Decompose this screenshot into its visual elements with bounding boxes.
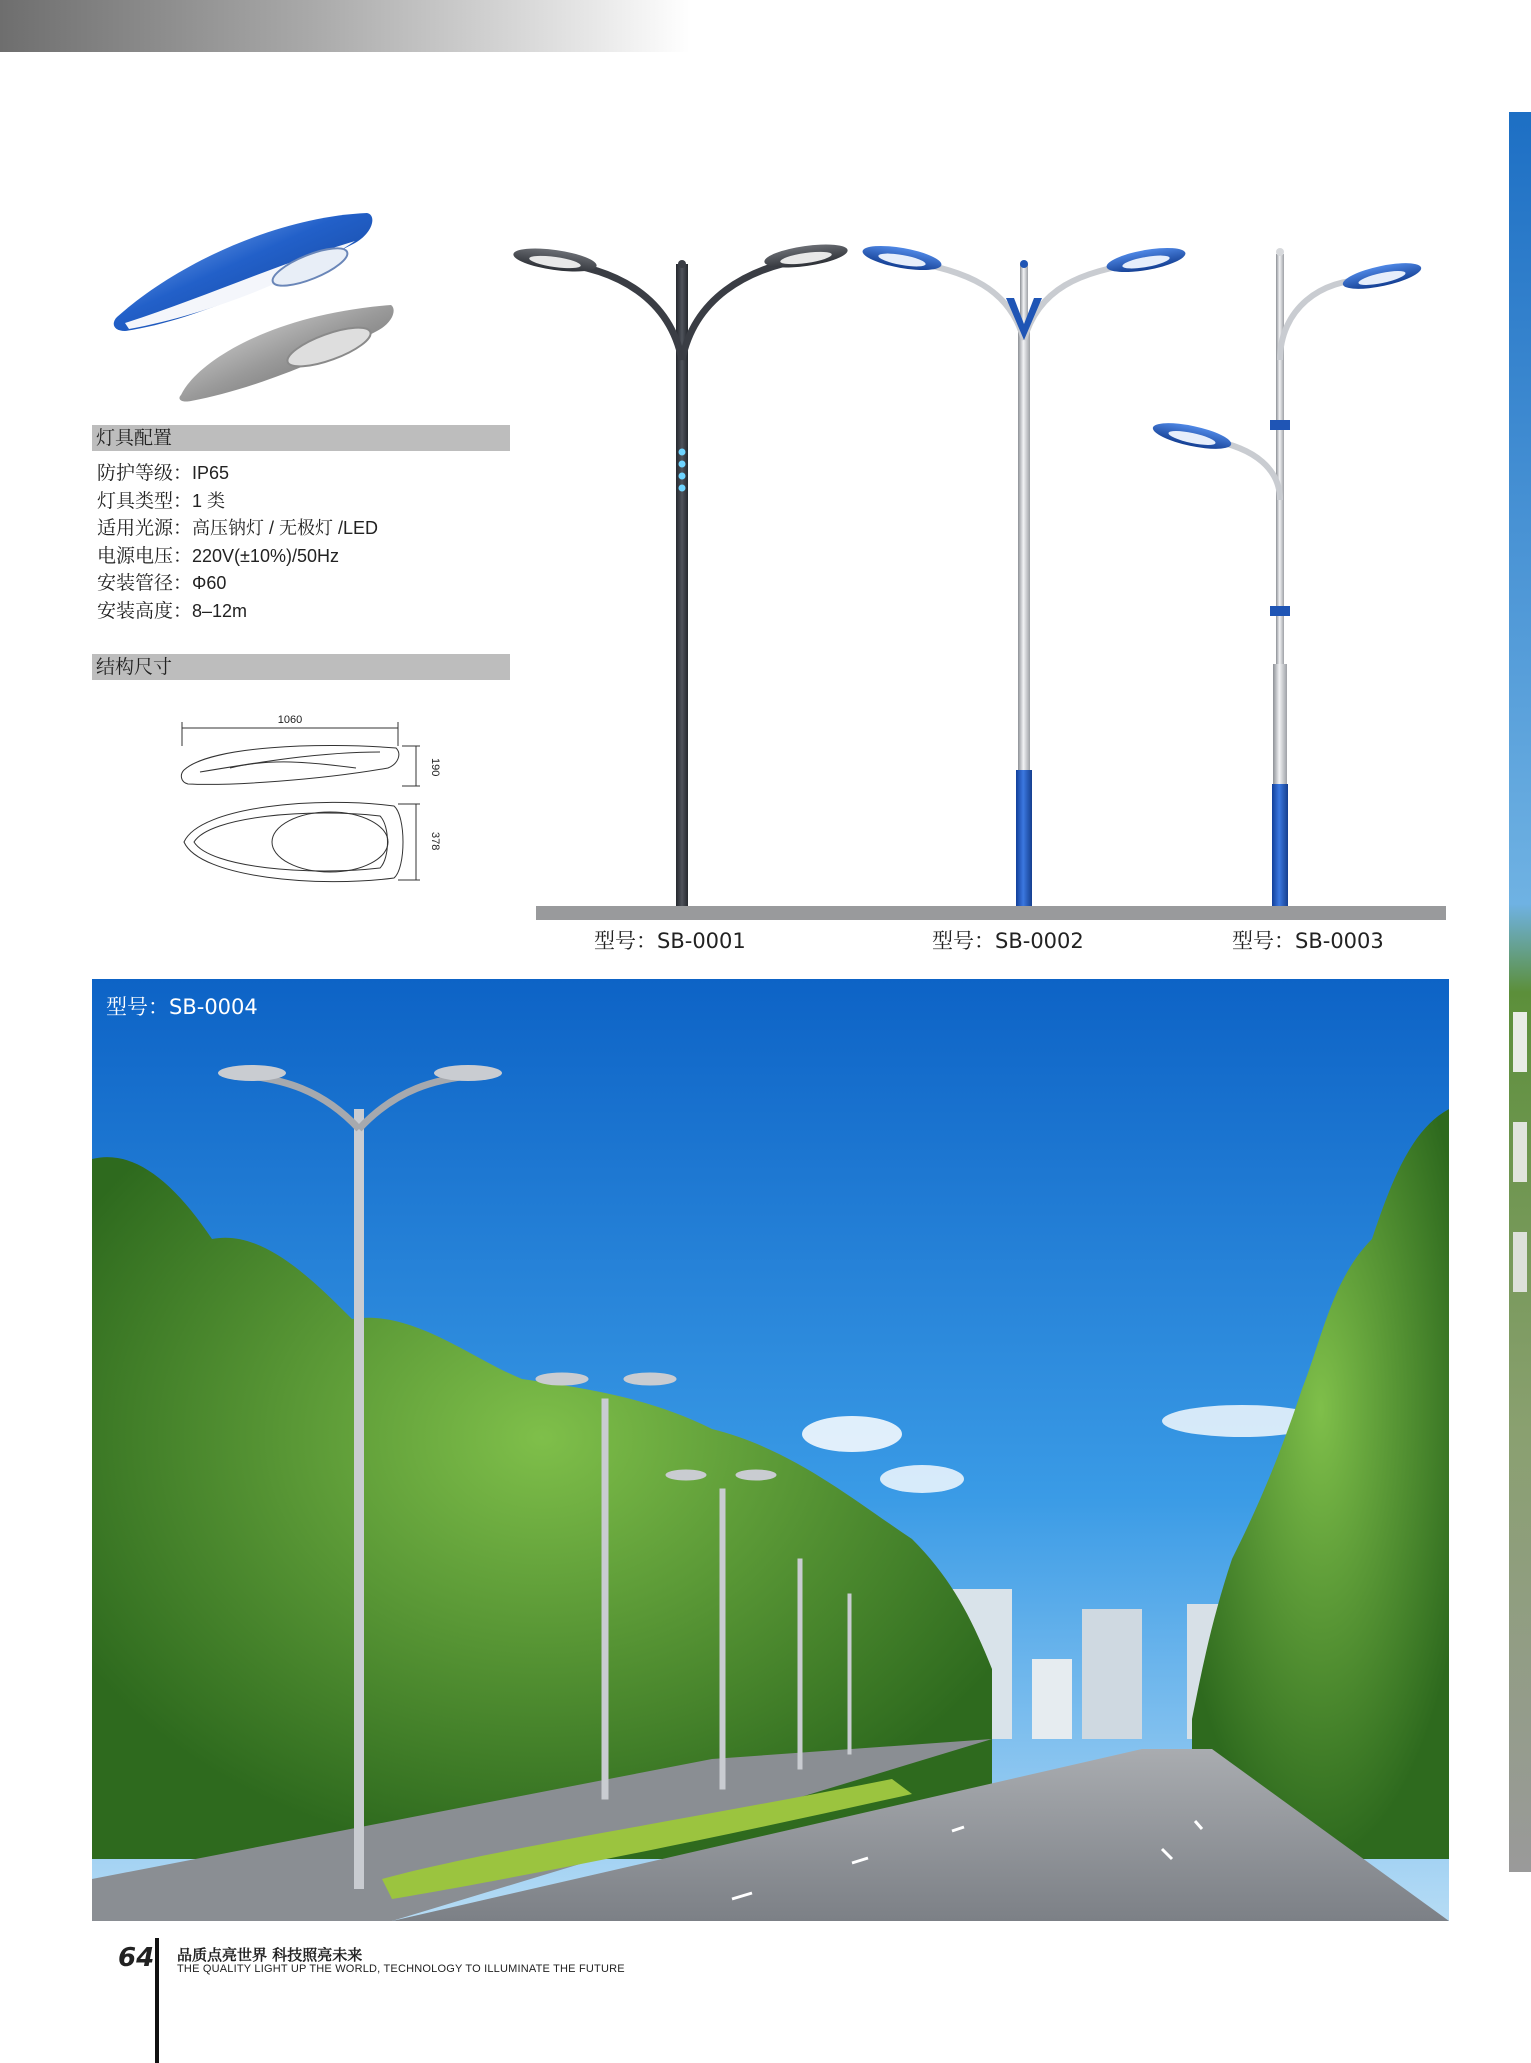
pole-sb-0002 bbox=[861, 241, 1187, 910]
model-label-sb-0002: 型号：SB-0002 bbox=[932, 929, 1084, 953]
dim-length-label: 1060 bbox=[277, 714, 303, 726]
spec-label: 适用光源： bbox=[97, 517, 193, 539]
spec-row-protection bbox=[97, 460, 517, 488]
street-photo-sb-0004 bbox=[92, 979, 1449, 1921]
dim-width-label: 378 bbox=[429, 832, 440, 851]
page-number: 64 bbox=[118, 1943, 155, 1973]
spec-row-pipe-diameter bbox=[97, 570, 517, 598]
lamp-head-renders bbox=[105, 205, 395, 405]
spec-row-voltage bbox=[97, 543, 517, 571]
spec-value: IP65 bbox=[192, 463, 230, 483]
side-photo-strip bbox=[1509, 112, 1531, 1872]
spec-row-height bbox=[97, 598, 517, 626]
spec-value: 1 类 bbox=[192, 490, 226, 511]
dimension-drawing bbox=[170, 706, 440, 896]
spec-row-type bbox=[97, 488, 517, 516]
footer-divider bbox=[155, 1938, 159, 2063]
spec-value: 高压钠灯 / 无极灯 /LED bbox=[192, 518, 379, 538]
ground-bar bbox=[536, 906, 1446, 920]
spec-label: 防护等级： bbox=[97, 462, 193, 484]
spec-list bbox=[97, 460, 517, 625]
spec-row-light-source bbox=[97, 515, 517, 543]
model-label-sb-0004: 型号：SB-0004 bbox=[106, 995, 258, 1019]
footer-slogan-en: THE QUALITY LIGHT UP THE WORLD, TECHNOLOGY TO ILLUMINATE THE FUTURE bbox=[177, 1963, 625, 1975]
spec-label: 电源电压： bbox=[97, 544, 193, 567]
spec-label: 安装高度： bbox=[97, 599, 193, 622]
footer-slogan-cn: 品质点亮世界 科技照亮未来 bbox=[177, 1946, 363, 1964]
model-label-sb-0001: 型号：SB-0001 bbox=[594, 929, 746, 953]
spec-value: 8–12m bbox=[192, 600, 248, 621]
spec-label: 安装管径： bbox=[97, 572, 193, 594]
dim-height-label: 190 bbox=[429, 758, 440, 777]
spec-value: 220V(±10%)/50Hz bbox=[192, 545, 339, 566]
top-gradient-bar bbox=[0, 0, 690, 52]
model-label-sb-0003: 型号：SB-0003 bbox=[1232, 929, 1384, 953]
gray-lamp-head-render bbox=[179, 305, 393, 402]
structure-section-header: 结构尺寸 bbox=[92, 654, 510, 680]
pole-sb-0003 bbox=[1151, 248, 1423, 910]
pole-sb-0001 bbox=[512, 240, 849, 910]
spec-section-header: 灯具配置 bbox=[92, 425, 510, 451]
spec-label: 灯具类型： bbox=[97, 489, 193, 512]
spec-value: Φ60 bbox=[192, 573, 227, 593]
pole-illustrations bbox=[510, 240, 1450, 930]
